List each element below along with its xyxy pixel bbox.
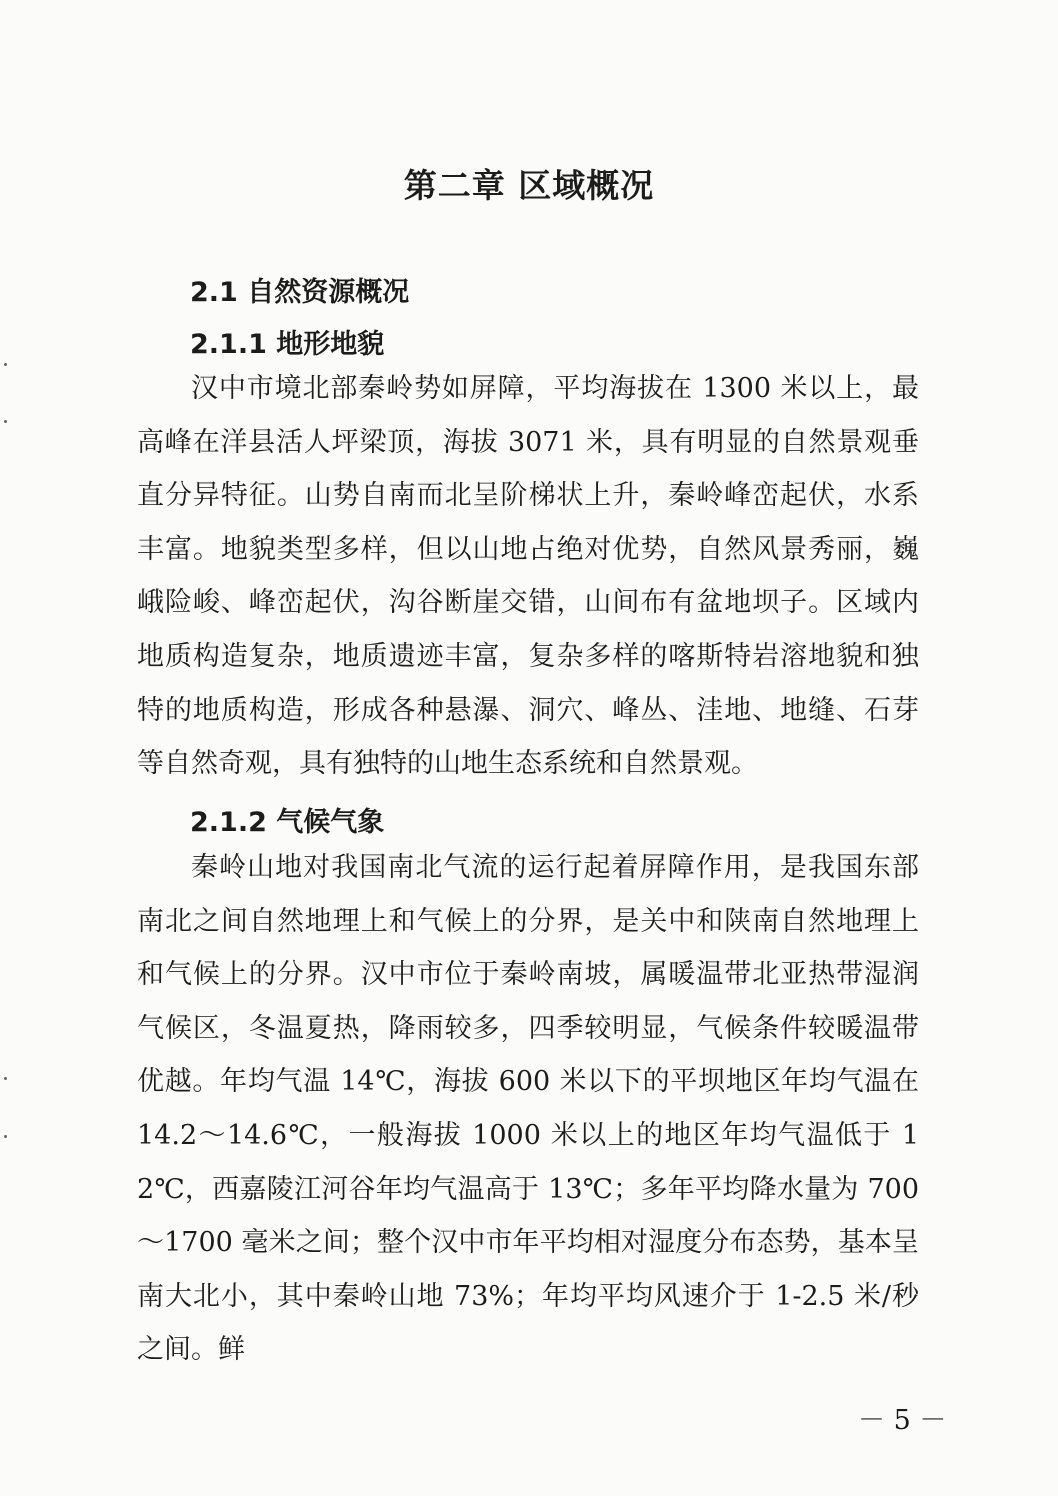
chapter-title: 第二章 区域概况 bbox=[403, 166, 655, 205]
scan-mark bbox=[4, 1135, 7, 1138]
section-heading-2-1: 2.1 自然资源概况 bbox=[190, 277, 410, 308]
paragraph-terrain: 汉中市境北部秦岭势如屏障，平均海拔在 1300 米以上，最高峰在洋县活人坪梁顶，海拔 3071 米，具有明显的自然景观垂直分异特征。山势自南而北呈阶梯状上升，秦岭峰峦起伏，水系丰富。地貌类型多样，但以山地占绝对优势，自然风景秀丽，巍峨险峻、峰峦起伏，沟谷断崖交错，山间布有盆地坝子。区域内地质构造复杂，地质遗迹丰富，复杂多样的喀斯特岩溶地貌和独特的地质构造，形成各种悬瀑、洞穴、峰丛、洼地、地缝、石芽等自然奇观，具有独特的山地生态系统和自然景观。 bbox=[137, 373, 919, 780]
section-heading-2-1-1: 2.1.1 地形地貌 bbox=[190, 329, 385, 360]
scan-mark bbox=[4, 420, 7, 423]
paragraph-climate: 秦岭山地对我国南北气流的运行起着屏障作用，是我国东部南北之间自然地理上和气候上的分界，是关中和陕南自然地理上和气候上的分界。汉中市位于秦岭南坡，属暖温带北亚热带湿润气候区，冬温夏热，降雨较多，四季较明显，气候条件较暖温带优越。年均气温 14℃，海拔 600 米以下的平坝地区年均气温在 14.2～14.6℃，一般海拔 1000 米以上的地区年均气温低于 12℃，西嘉陵江河谷年均气温高于 13℃；多年平均降水量为 700～1700 毫米之间；整个汉中市年平均相对湿度分布态势，基本呈南大北小，其中秦岭山地 73%；年均平均风速介于 1-2.5 米/秒之间。鲜 bbox=[137, 852, 919, 1366]
section-heading-2-1-2: 2.1.2 气候气象 bbox=[190, 807, 385, 838]
scan-mark bbox=[4, 1077, 7, 1080]
page-number: － 5 － bbox=[858, 1405, 947, 1436]
scan-mark bbox=[4, 363, 7, 366]
